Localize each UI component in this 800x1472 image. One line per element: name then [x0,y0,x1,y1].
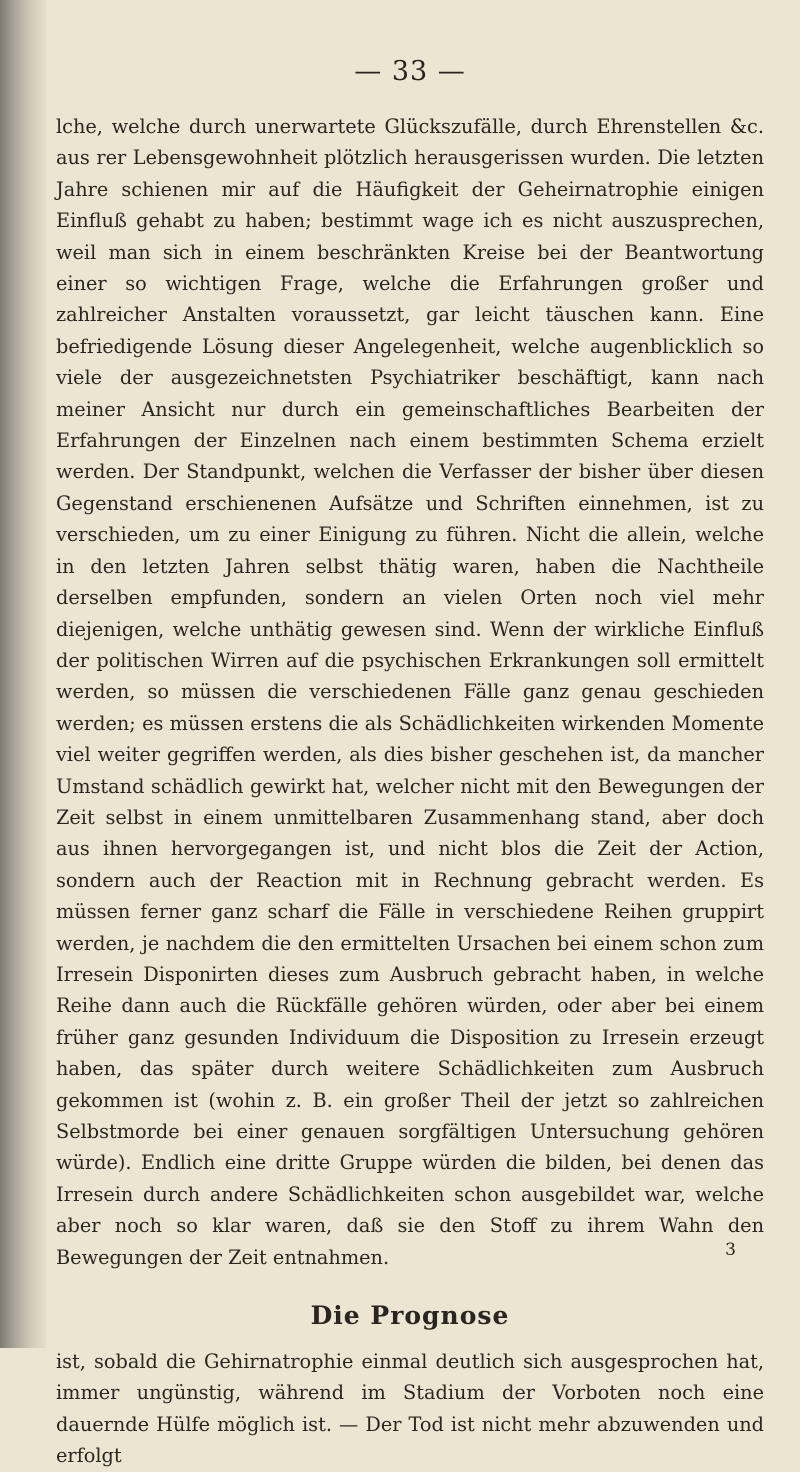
paragraph-1: lche, welche durch unerwartete Glückszufälle, durch Ehrenstellen &c. aus rer Lebensgewohnheit plötzlich herausgerissen wurden. Die letzten Jahre schienen mir auf die Häufigkeit der Geheirnatrophie einigen Einfluß gehabt zu haben; bestimmt wage ich es nicht auszusprechen, weil man sich in einem beschränkten Kreise bei der Beantwortung einer so wichtigen Frage, welche die Erfahrungen großer und zahlreicher Anstalten voraussetzt, gar leicht täuschen kann. Eine befriedigende Lösung dieser Angelegenheit, welche augenblicklich so viele der ausgezeichnetsten Psychiatriker beschäftigt, kann nach meiner Ansicht nur durch ein gemeinschaftliches Bearbeiten der Erfahrungen der Einzelnen nach einem bestimmten Schema erzielt werden. Der Standpunkt, welchen die Verfasser der bisher über diesen Gegenstand erschienenen Aufsätze und Schriften einnehmen, ist zu verschieden, um zu einer Einigung zu führen. Nicht die allein, welche in den letzten Jahren selbst thätig waren, haben die Nachtheile derselben empfunden, sondern an vielen Orten noch viel mehr diejenigen, welche unthätig gewesen sind. Wenn der wirkliche Einfluß der politischen Wirren auf die psychischen Erkrankungen soll ermittelt werden, so müssen die verschiedenen Fälle ganz genau geschieden werden; es müssen erstens die als Schädlichkeiten wirkenden Momente viel weiter gegriffen werden, als dies bisher geschehen ist, da mancher Umstand schädlich gewirkt hat, welcher nicht mit den Bewegungen der Zeit selbst in einem unmittelbaren Zusammenhang stand, aber doch aus ihnen hervorgegangen ist, und nicht blos die Zeit der Action, sondern auch der Reaction mit in Rechnung gebracht werden. Es müssen ferner ganz scharf die Fälle in verschiedene Reihen gruppirt werden, je nachdem die den ermittelten Ursachen bei einem schon zum Irresein Disponirten dieses zum Ausbruch gebracht haben, in welche Reihe dann auch die Rückfälle gehören würden, oder aber bei einem früher ganz gesunden Individuum die Disposition zu Irresein erzeugt haben, das später durch weitere Schädlichkeiten zum Ausbruch gekommen ist (wohin z. B. ein großer Theil der jetzt so zahlreichen Selbstmorde bei einer genauen sorgfältigen Untersuchung gehören würde). Endlich eine dritte Gruppe würden die bilden, bei denen das Irresein durch andere Schädlichkeiten schon ausgebildet war, welche aber noch so klar waren, daß sie den Stoff zu ihrem Wahn den Bewegungen der Zeit entnahmen. [56,115,764,1269]
book-spine-shadow [0,0,46,1348]
signature-mark: 3 [725,1240,736,1260]
page-number: — 33 — [354,56,466,87]
book-page [56,56,764,1472]
paragraph-2: ist, sobald die Gehirnatrophie einmal deutlich sich ausgesprochen hat, immer ungünstig, während im Stadium der Vorboten noch eine dauernde Hülfe möglich ist. — Der Tod ist nicht mehr abzuwenden und erfolgt [56,1350,764,1468]
section-heading: Die Prognose [310,1301,510,1331]
